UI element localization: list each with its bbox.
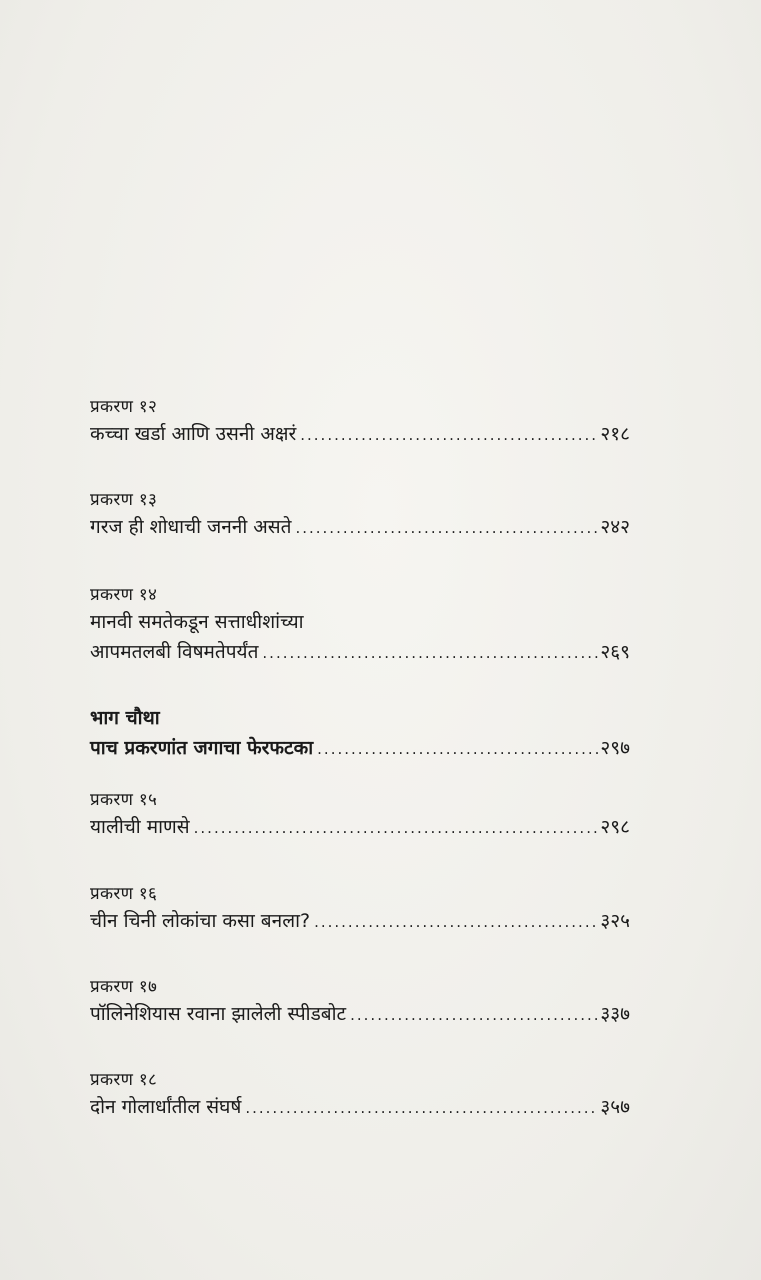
chapter-title: चीन चिनी लोकांचा कसा बनला?: [90, 910, 311, 932]
chapter-title: दोन गोलार्धांतील संघर्ष: [90, 1096, 242, 1118]
page-number: ३५७: [600, 1096, 630, 1118]
page-number: ३२५: [600, 910, 630, 932]
toc-entry-chapter-18: [90, 1068, 630, 1123]
dot-leader: [194, 813, 599, 843]
chapter-label: प्रकरण १६: [90, 884, 158, 904]
page-number: २४२: [600, 516, 630, 538]
part-label: भाग चौथा: [90, 707, 160, 729]
chapter-label: प्रकरण १२: [90, 397, 158, 417]
dot-leader: [314, 907, 598, 937]
chapter-title: पॉलिनेशियास रवाना झालेली स्पीडबोट: [90, 1003, 347, 1025]
chapter-title: गरज ही शोधाची जननी असते: [90, 516, 292, 538]
toc-entry-chapter-17: [90, 975, 630, 1030]
toc-entry-part-4: [90, 703, 630, 764]
toc-entry-chapter-12: [90, 395, 630, 450]
toc-row: [90, 637, 630, 668]
chapter-label: प्रकरण १५: [90, 790, 158, 810]
chapter-title: कच्चा खर्डा आणि उसनी अक्षरं: [90, 423, 297, 445]
page-number: ३३७: [600, 1003, 630, 1025]
chapter-label: प्रकरण १७: [90, 977, 158, 997]
toc-row: [90, 733, 630, 764]
chapter-label: प्रकरण १३: [90, 490, 158, 510]
page-number: २९८: [600, 816, 630, 838]
dot-leader: [317, 734, 598, 764]
toc-entry-chapter-16: [90, 882, 630, 937]
dot-leader: [350, 1000, 598, 1030]
part-title: पाच प्रकरणांत जगाचा फेरफटका: [90, 737, 314, 759]
toc-entry-chapter-15: [90, 788, 630, 843]
page-number: २९७: [600, 737, 630, 759]
page-number: २१८: [600, 423, 630, 445]
page-number: २६९: [600, 641, 630, 663]
chapter-title: यालीची माणसे: [90, 816, 190, 838]
toc-entry-chapter-13: [90, 488, 630, 543]
chapter-label: प्रकरण १८: [90, 1070, 158, 1090]
dot-leader: [300, 420, 598, 450]
toc-row: [90, 419, 630, 450]
dot-leader: [295, 513, 598, 543]
toc-row: [90, 812, 630, 843]
dot-leader: [245, 1093, 598, 1123]
chapter-title: आपमतलबी विषमतेपर्यंत: [90, 641, 259, 663]
toc-row: [90, 512, 630, 543]
toc-row: [90, 906, 630, 937]
toc-row: [90, 1092, 630, 1123]
chapter-title-line-1: मानवी समतेकडून सत्ताधीशांच्या: [90, 611, 304, 633]
toc-row: [90, 999, 630, 1030]
chapter-label: प्रकरण १४: [90, 585, 158, 605]
dot-leader: [262, 638, 598, 668]
toc-entry-chapter-14: [90, 583, 630, 668]
